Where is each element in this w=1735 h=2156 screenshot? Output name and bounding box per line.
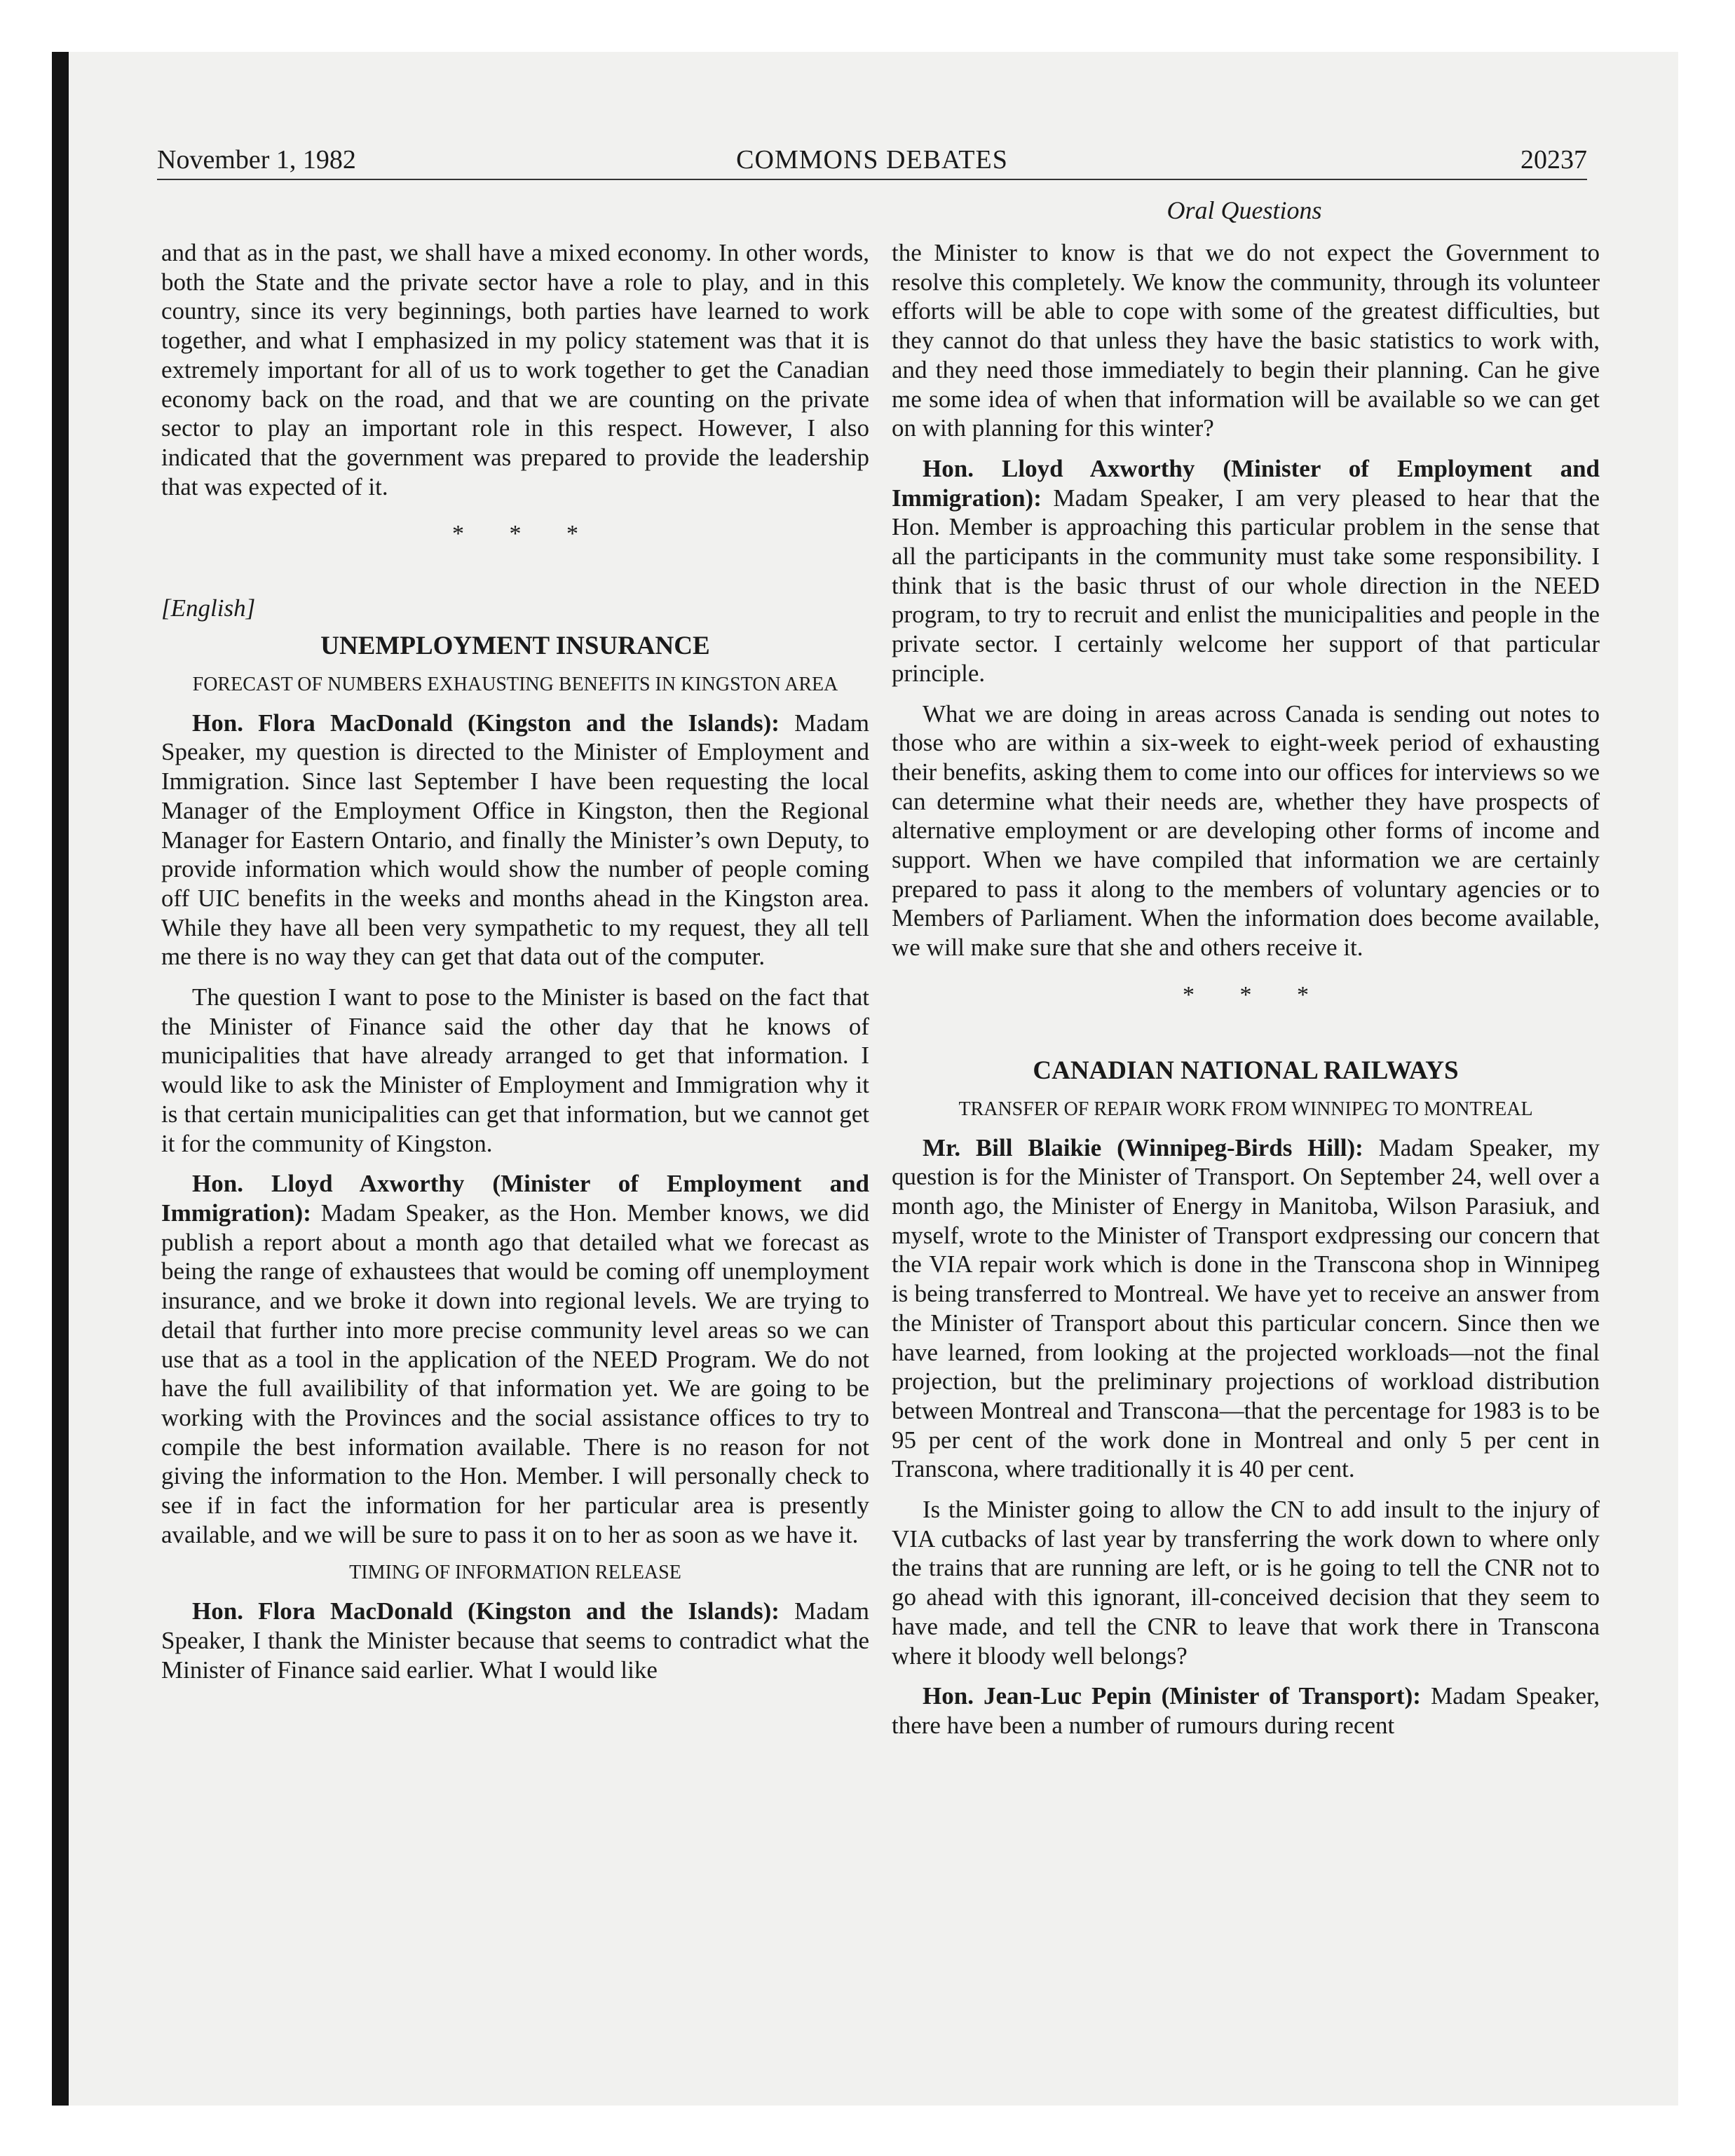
paragraph xyxy=(892,1133,1600,1484)
speaker-name: Hon. Lloyd Axworthy (Minister of Employment and Immigration): xyxy=(892,454,1600,512)
section-subheading: TRANSFER OF REPAIR WORK FROM WINNIPEG TO MONTREAL xyxy=(958,1098,1533,1120)
language-tag: [English] xyxy=(161,594,256,622)
paragraph xyxy=(161,709,869,971)
paragraph: The question I want to pose to the Minister is based on the fact that the Minister of Finance said the other day that he knows of municipalities that have already arranged to get that information. I would like to ask the Minister of Employment and Immigration why it is that certain municipalities can get that information, but we cannot get it for the community of Kingston. xyxy=(161,983,869,1157)
speaker-name: Mr. Bill Blaikie (Winnipeg-Birds Hill): xyxy=(923,1133,1363,1161)
paragraph xyxy=(161,1597,869,1684)
section-heading: CANADIAN NATIONAL RAILWAYS xyxy=(1033,1056,1459,1085)
header-date: November 1, 1982 xyxy=(157,145,356,175)
speech-text: Madam Speaker, I thank the Minister because that seems to contradict what the Minister of Finance said earlier. What I would like xyxy=(161,1597,869,1684)
page-header xyxy=(157,140,1587,179)
speech-text: Madam Speaker, there have been a number of rumours during recent xyxy=(892,1682,1600,1739)
speaker-name: Hon. Lloyd Axworthy (Minister of Employment and Immigration): xyxy=(161,1170,869,1227)
paragraph: the Minister to know is that we do not expect the Government to resolve this completely. We know the community, through its volunteer efforts will be able to cope with some of the greatest difficulties, but they cannot do that unless they have the basic statistics to work with, and they need those immediately to begin their planning. Can he give me some idea of when that information will be available so we can get on with planning for this winter? xyxy=(892,239,1600,442)
left-column xyxy=(161,238,869,1696)
header-rule xyxy=(157,179,1587,180)
section-subheading: TIMING OF INFORMATION RELEASE xyxy=(349,1562,681,1584)
paragraph: Is the Minister going to allow the CN to add insult to the injury of VIA cutbacks of last year by transferring the work down to where only the trains that are running are left, or is he going to tell the CNR not to go ahead with this ignorant, ill-conceived decision that they seem to have made, and tell the CNR to leave that work there in Transcona where it bloody well belongs? xyxy=(892,1496,1600,1670)
page-number: 20237 xyxy=(1520,145,1587,175)
section-subheading: FORECAST OF NUMBERS EXHAUSTING BENEFITS IN KINGSTON AREA xyxy=(192,673,838,695)
speech-text: Madam Speaker, I am very pleased to hear that the Hon. Member is approaching this particular problem in the sense that all the participants in the community must take some responsibility. I think that is the basic thrust of our whole direction in the NEED program, to try to recruit and enlist the municipalities and people in the private sector. I certainly welcome her support of that particular principle. xyxy=(892,484,1600,687)
paragraph xyxy=(161,1169,869,1549)
speaker-name: Hon. Flora MacDonald (Kingston and the Islands): xyxy=(192,1597,780,1625)
section-break: * * * xyxy=(1183,981,1328,1008)
right-column xyxy=(892,238,1600,1752)
binding-edge xyxy=(52,52,69,2106)
speech-text: Madam Speaker, my question is directed to the Minister of Employment and Immigration. Since last September I have been requesting the local Manager of the Employment Office in Kingston, then the Regional Manager for Eastern Ontario, and finally the Minister’s own Deputy, to provide information which would show the number of people coming off UIC benefits in the weeks and months ahead in the Kingston area. While they have all been very sympathetic to my request, they all tell me there is no way they can get that data out of the computer. xyxy=(161,709,869,971)
paragraph xyxy=(892,454,1600,688)
section-break: * * * xyxy=(452,521,598,547)
speaker-name: Hon. Flora MacDonald (Kingston and the Islands): xyxy=(192,709,780,737)
section-heading: UNEMPLOYMENT INSURANCE xyxy=(320,631,710,660)
speaker-name: Hon. Jean-Luc Pepin (Minister of Transport): xyxy=(923,1682,1421,1710)
running-head: Oral Questions xyxy=(1166,196,1322,224)
paragraph: What we are doing in areas across Canada is sending out notes to those who are within a six-week to eight-week period of exhausting their benefits, asking them to come into our offices for interviews so we can determine what their needs are, whether they have prospects of alternative employment or are developing other forms of income and support. When we have compiled that information we are certainly prepared to pass it along to the members of voluntary agencies or to Members of Parliament. When the information does become available, we will make sure that she and others receive it. xyxy=(892,700,1600,962)
speech-text: Madam Speaker, my question is for the Minister of Transport. On September 24, well over a month ago, the Minister of Energy in Manitoba, Wilson Parasiuk, and myself, wrote to the Minister of Transport exdpressing our concern that the VIA repair work which is done in the Transcona shop in Winnipeg is being transferred to Montreal. We have yet to receive an answer from the Minister of Transport about this particular concern. Since then we have learned, from looking at the projected workloads—not the final projection, but the preliminary projections of workload distribution between Montreal and Transcona—that the percentage for 1983 is to be 95 per cent of the work done in Montreal and only 5 per cent in Transcona, where traditionally it is 40 per cent. xyxy=(892,1133,1600,1483)
header-title: COMMONS DEBATES xyxy=(736,145,1008,175)
paragraph: and that as in the past, we shall have a mixed economy. In other words, both the State and the private sector have a role to play, and in this country, since its very beginnings, both parties have learned to work together, and what I emphasized in my policy statement was that it is extremely important for all of us to work together to get the Canadian economy back on the road, and that we are counting on the private sector to play an important role in this respect. However, I also indicated that the government was prepared to provide the leadership that was expected of it. xyxy=(161,239,869,500)
speech-text: Madam Speaker, as the Hon. Member knows, we did publish a report about a month ago that detailed what we forecast as being the range of exhaustees that would be coming off unemployment insurance, and we broke it down into regional levels. We are trying to detail that further into more precise community level areas so we can use that as a tool in the application of the NEED Program. We do not have the full availibility of that information yet. We are going to be working with the Provinces and the social assistance offices to try to compile the best information available. There is no reason for not giving the information to the Hon. Member. I will personally check to see if in fact the information for her particular area is presently available, and we will be sure to pass it on to her as soon as we have it. xyxy=(161,1199,869,1548)
paragraph xyxy=(892,1681,1600,1740)
